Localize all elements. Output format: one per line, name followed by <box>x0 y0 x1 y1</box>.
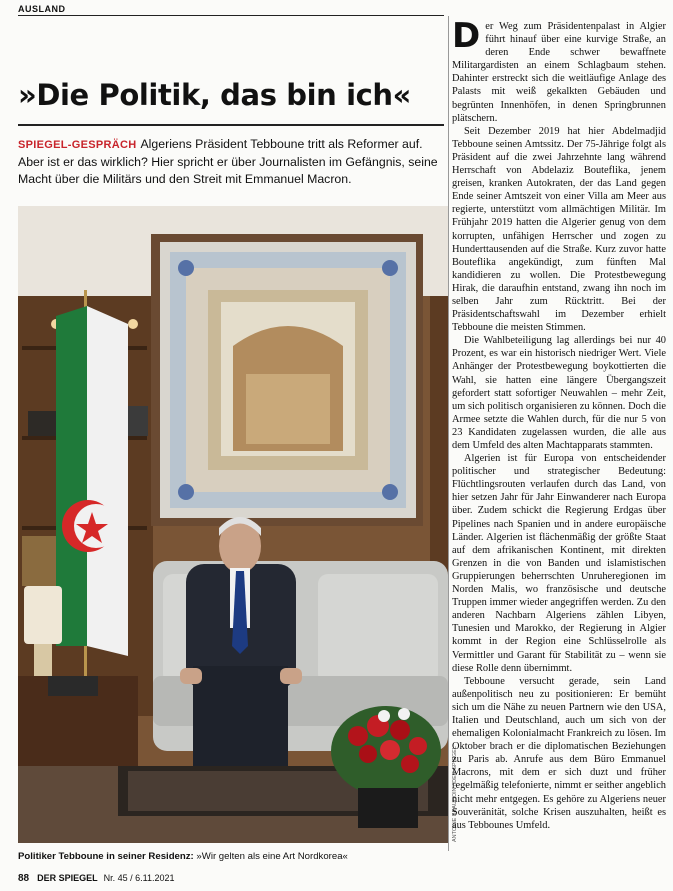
issue-info: Nr. 45 / 6.11.2021 <box>103 873 175 883</box>
headline: »Die Politik, das bin ich« <box>18 78 412 112</box>
column-rule <box>448 16 449 851</box>
top-rule <box>18 15 444 16</box>
magazine-name: DER SPIEGEL <box>37 873 98 883</box>
caption-lead: Politiker Tebboune in seiner Residenz: <box>18 851 194 862</box>
photo-caption <box>18 851 448 862</box>
headline-rule <box>18 124 444 126</box>
section-label: AUSLAND <box>18 4 66 14</box>
intro-text: Algeriens Präsident Tebboune tritt als Reformer auf. Aber ist er das wirklich? Hier spricht er über Journalisten im Gefängnis, seine Macht über die Militärs und den Streit mit Emmanuel Macron. <box>18 137 438 186</box>
article-paragraph: Algerien ist für Europa von entscheidender politischer und strategischer Bedeutung: Flüchtlingsrouten verlaufen durch das Land, von hier setzen Jahr für Jahr Einwanderer nach Europa über. Zudem schickt die Regierung Erdgas über Pipelines nach Spanien und in andere europäische Länder. Algerien ist flächenmäßig der größte Staat auf dem afrikanischen Kontinent, mit direkten Grenzen in die von Banden und islamistischen Gruppierungen beherrschten Unruheregionen im Norden Malis, wo französische und deutsche Truppen immer wieder angegriffen werden. Zu den anderen Nachbarn Algeriens zählen Libyen, Tunesien und Marokko, der Regierung in Algier kommt in der Region eine Schlüsselrolle als Vermittler und Garant für Stabilität zu – wenn sie diese Rolle denn übernimmt. <box>452 453 666 674</box>
drop-cap: D <box>452 16 481 56</box>
intro <box>18 136 444 188</box>
article-paragraph: Seit Dezember 2019 hat hier Abdelmadjid Tebboune seinen Amtssitz. Der 75-Jährige folgt als Präsident auf die zwei Jahrzehnte lang während Herrschaft von Abdelaziz Bouteflika, jenem greisen, kranken Autokraten, der das Land gegen Ende seiner Amtszeit von einer Villa am Meer aus regierte, unterstützt vom allmächtigen Militär. Im Frühjahr 2019 hatten die Algerier genug von dem korrupten, unfähigen Herrscher und zogen zu Hunderttausenden auf die Straße. Kurz zuvor hatte Bouteflika angekündigt, zum fünften Mal kandidieren zu wollen. Die Protestbewegung Hirak, die daraufhin entstand, zwang ihn noch im selben Jahr zum Rücktritt. Bei der Präsidentschaftswahl im Dezember erhielt Tebboune die meisten Stimmen. <box>452 125 666 334</box>
kicker: SPIEGEL-GESPRÄCH <box>18 139 137 151</box>
paragraph-text: er Weg zum Präsidentenpalast in Algier führt hinauf über eine kurvige Straße, an deren Ende schwer bewaffnete Militargardisten an einem Schlagbaum stehen. Dahinter erstreckt sich die weitläufige Anlage des Palasts mit weiß gekalkten Gebäuden und begrünten Innenhöfen, in denen Springbrunnen plätschern. <box>452 21 666 124</box>
photo-illustration <box>18 206 448 843</box>
article-text <box>452 16 666 832</box>
page-footer <box>18 873 175 884</box>
caption-quote: »Wir gelten als eine Art Nordkorea« <box>196 851 348 862</box>
article-paragraph: Die Wahlbeteiligung lag allerdings bei nur 40 Prozent, es war ein historisch niedriger Wert. Viele Anhänger der Protestbewegung boykottierten die Wahl, sie hatten eine längere Übergangszeit gefordert statt sofortiger Neuwahlen – mehr Zeit, um sich politisch organisieren zu können. Doch die Armee setzte die Wahlen durch, für die nur 5 von 23 Kandidaten zugelassen wurden, die alle aus dem Umfeld des alten Machtapparats stammten. <box>452 335 666 451</box>
photo <box>18 206 448 843</box>
article-paragraph <box>452 16 666 125</box>
article-paragraph: Tebboune versucht gerade, sein Land außenpolitisch neu zu positionieren: Er bemüht sich um die Nähe zu neuen Partnern wie den USA, Italien und Deutschland, auch um sich von der ehemaligen Kolonialmacht Frankreich zu lösen. Im Oktober brach er die diplomatischen Beziehungen zu Paris ab. Anrufe aus dem Büro Emmanuel Macrons, mit dem er sich duzt und früher regelmäßig telefonierte, nimmt er seither angeblich nicht mehr entgegen. Es gehöre zu Algeriens neuer Souveränität, solche Krisen auszuhalten, heißt es aus Tebbounes Umfeld. <box>452 675 666 831</box>
photo-credit: ANTOINE BEAUDOIN / DER SPIEGEL <box>452 746 458 842</box>
page-number: 88 <box>18 873 30 884</box>
